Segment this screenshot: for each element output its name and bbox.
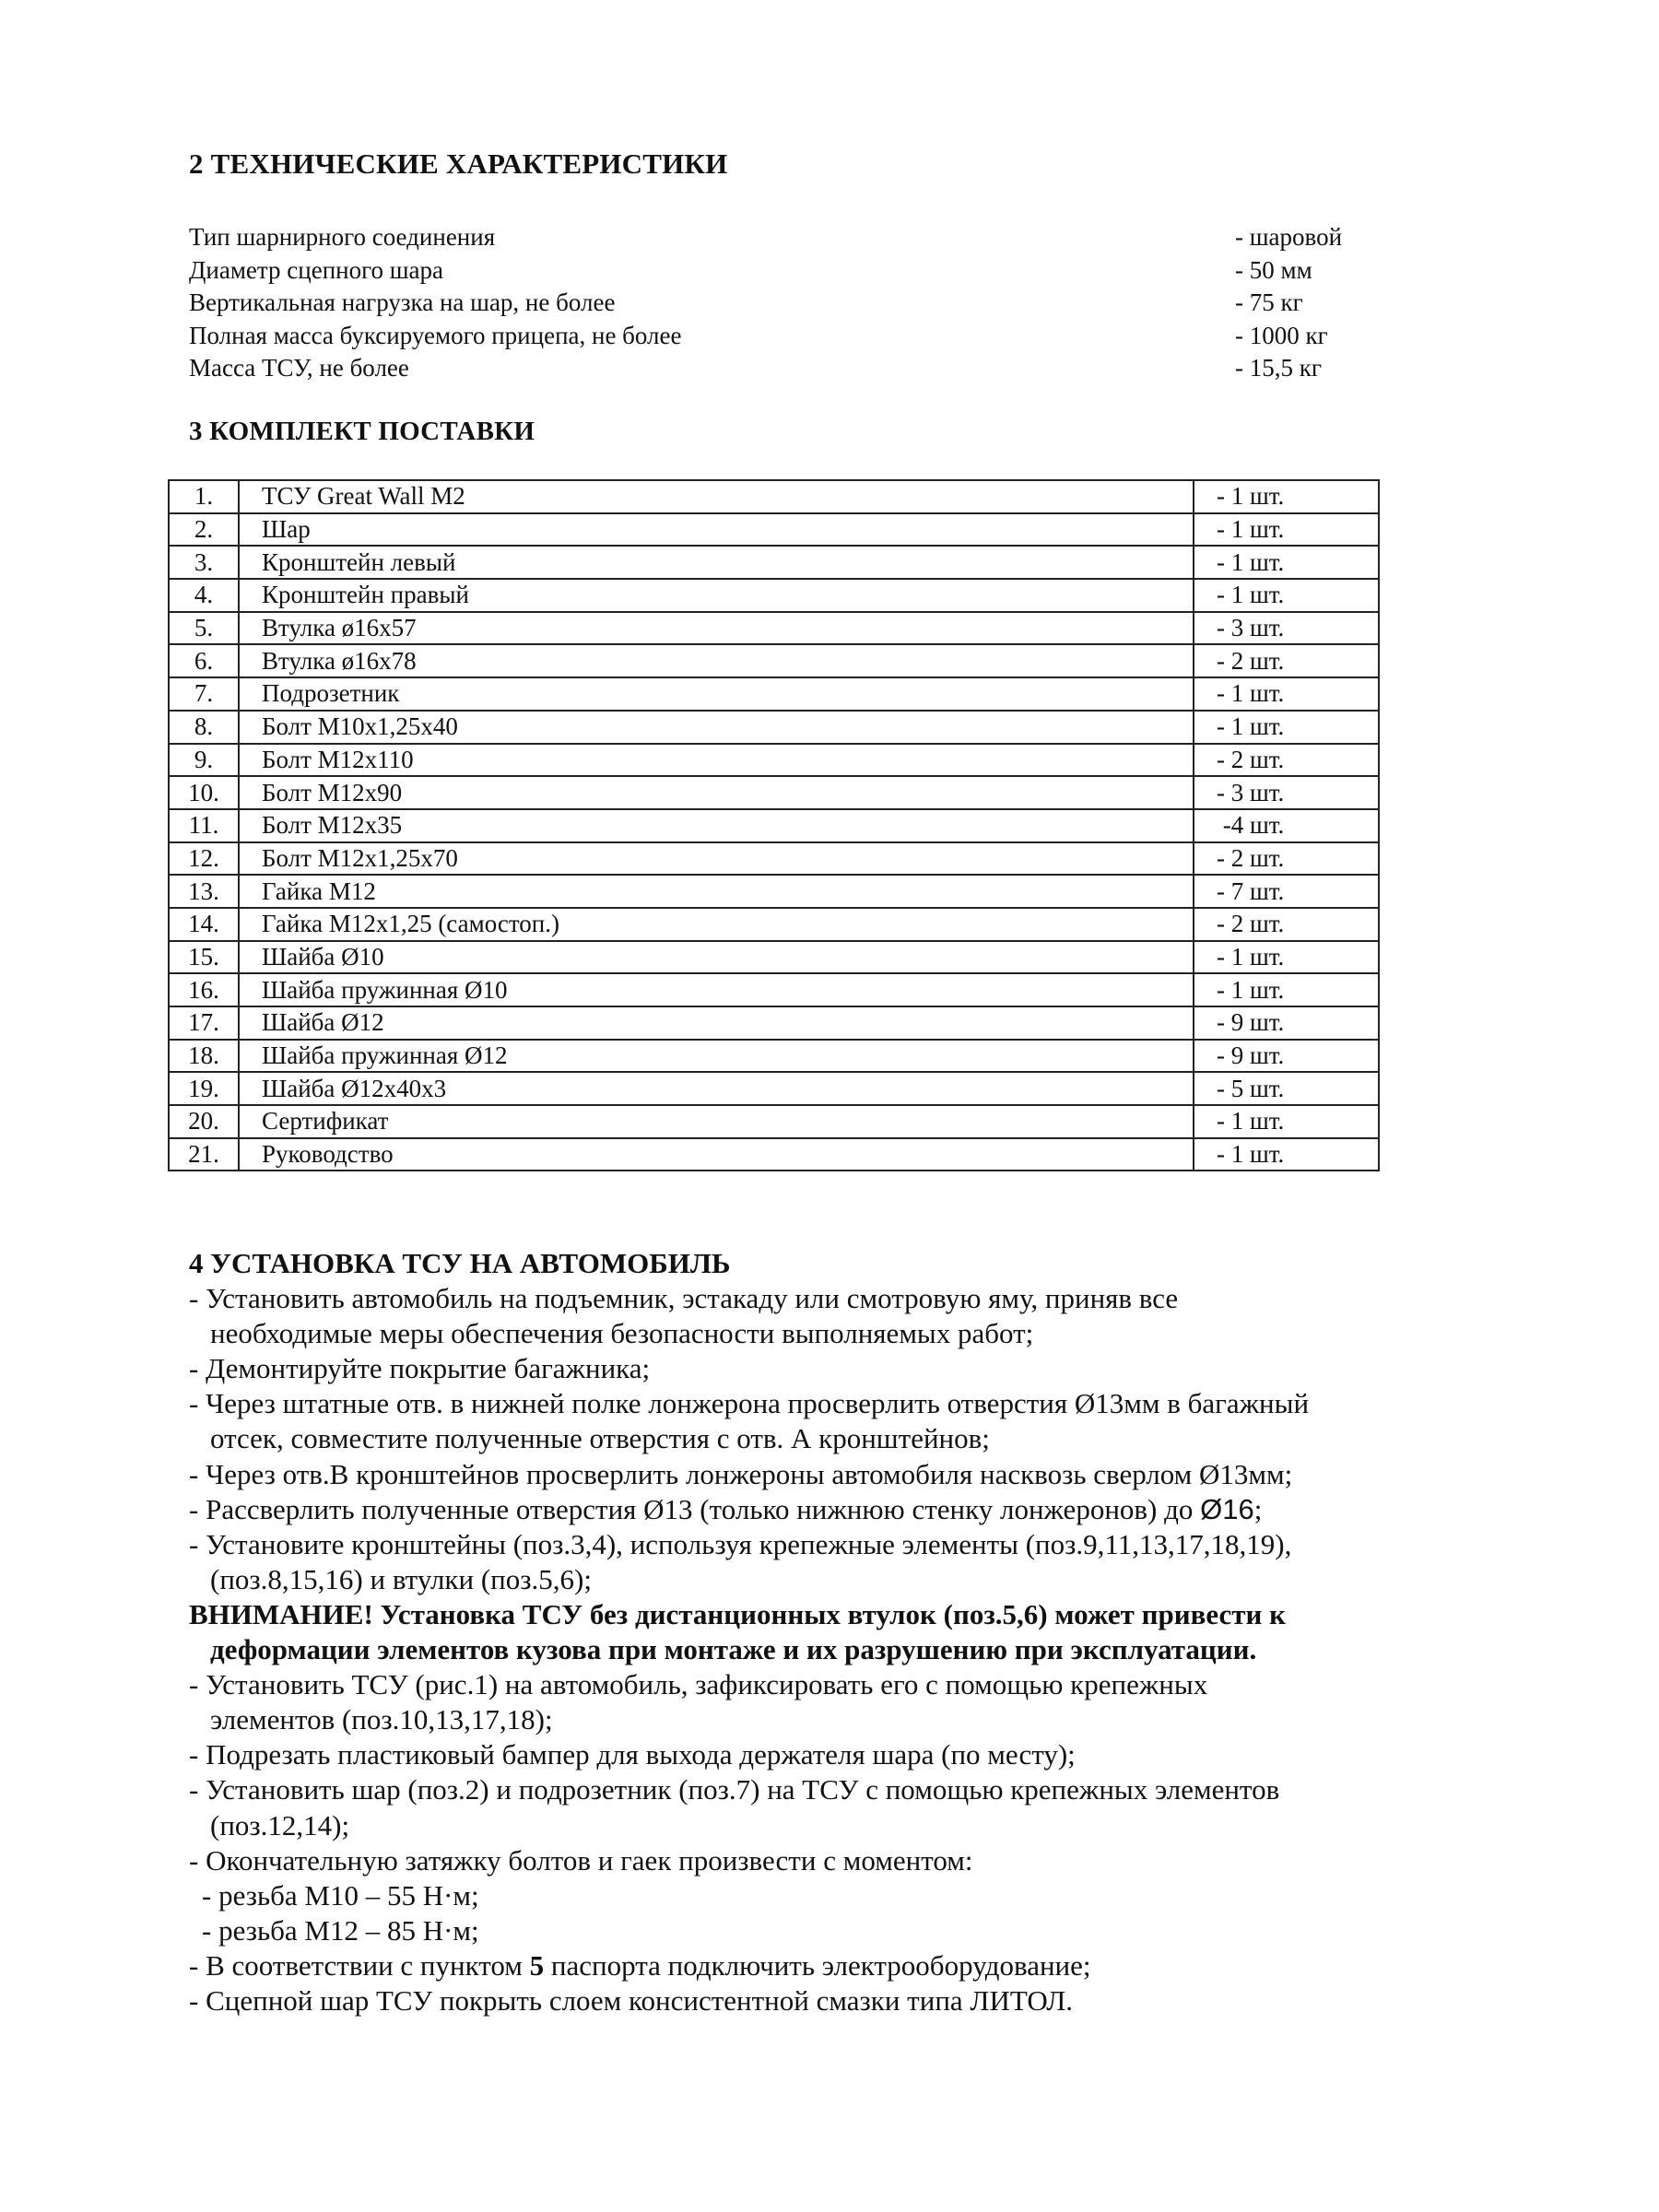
section-reference: 5: [529, 1948, 545, 1982]
table-row: [169, 612, 1379, 645]
item-quantity: - 1 шт.: [1194, 513, 1379, 547]
instruction-line: - Окончательную затяжку болтов и гаек произвести с моментом:: [189, 1843, 973, 1877]
instruction-text: паспорта подключить электрооборудование;: [544, 1948, 1091, 1982]
item-name: Шайба Ø12x40x3: [239, 1072, 1194, 1105]
instruction-text: ;: [1253, 1492, 1263, 1525]
item-name: Болт М12x90: [239, 776, 1194, 809]
instruction-line: отсек, совместите полученные отверстия с отв. А кронштейнов;: [210, 1422, 990, 1455]
spec-row: [189, 352, 1387, 385]
item-name: Подрозетник: [239, 677, 1194, 711]
item-quantity: - 2 шт.: [1194, 644, 1379, 677]
item-number: 7.: [169, 677, 239, 711]
item-number: 17.: [169, 1006, 239, 1040]
item-name: Болт М12x110: [239, 744, 1194, 777]
table-row: [169, 480, 1379, 513]
table-row: [169, 842, 1379, 876]
item-name: Кронштейн левый: [239, 546, 1194, 579]
item-name: Шайба пружинная Ø10: [239, 973, 1194, 1006]
delivery-kit-table: [168, 479, 1380, 1171]
item-quantity: - 3 шт.: [1194, 776, 1379, 809]
spec-row: [189, 221, 1387, 254]
instruction-line: - Установить шар (поз.2) и подрозетник (поз.7) на ТСУ с помощью крепежных элементов: [189, 1773, 1280, 1806]
item-number: 12.: [169, 842, 239, 876]
diameter-value: Ø16: [1200, 1492, 1254, 1525]
spec-row: [189, 254, 1387, 288]
item-number: 8.: [169, 711, 239, 744]
instruction-line: - Установить ТСУ (рис.1) на автомобиль, зафиксировать его с помощью крепежных: [189, 1668, 1208, 1701]
section-2-title: 2 ТЕХНИЧЕСКИЕ ХАРАКТЕРИСТИКИ: [189, 147, 728, 180]
table-row: [169, 973, 1379, 1006]
section-3-title: 3 КОМПЛЕКТ ПОСТАВКИ: [189, 417, 535, 446]
item-name: Гайка М12: [239, 875, 1194, 908]
table-row: [169, 908, 1379, 941]
warning-line: деформации элементов кузова при монтаже и их разрушению при эксплуатации.: [210, 1633, 1257, 1666]
item-quantity: - 2 шт.: [1194, 744, 1379, 777]
spec-value: - 75 кг: [1235, 288, 1303, 316]
item-number: 2.: [169, 513, 239, 547]
instruction-line: [189, 1492, 1309, 1527]
installation-section: [189, 1246, 1309, 2018]
instruction-line: - Подрезать пластиковый бампер для выхода держателя шара (по месту);: [189, 1738, 1076, 1771]
torque-line: - резьба М10 – 55 Н·м;: [202, 1878, 479, 1912]
instruction-line: - Установите кронштейны (поз.3,4), используя крепежные элементы (поз.9,11,13,17,18,19),: [189, 1527, 1292, 1560]
spec-label: Масса ТСУ, не более: [189, 354, 409, 382]
spec-value: - 1000 кг: [1235, 321, 1328, 349]
spec-label: Диаметр сцепного шара: [189, 255, 444, 284]
table-row: [169, 546, 1379, 579]
torque-line: - резьба М12 – 85 Н·м;: [202, 1913, 479, 1947]
item-name: Сертификат: [239, 1105, 1194, 1138]
item-number: 4.: [169, 579, 239, 612]
item-number: 14.: [169, 908, 239, 941]
spec-value: - 50 мм: [1235, 255, 1312, 284]
item-name: Шайба пружинная Ø12: [239, 1040, 1194, 1073]
spec-label: Тип шарнирного соединения: [189, 223, 496, 251]
table-row: [169, 1006, 1379, 1040]
item-name: Болт М12x35: [239, 809, 1194, 842]
spec-row: [189, 287, 1387, 320]
item-quantity: - 1 шт.: [1194, 546, 1379, 579]
table-row: [169, 941, 1379, 974]
table-row: [169, 711, 1379, 744]
item-name: Руководство: [239, 1138, 1194, 1171]
table-row: [169, 1105, 1379, 1138]
instruction-line: необходимые меры обеспечения безопасности выполняемых работ;: [210, 1317, 1034, 1350]
instruction-text: - Рассверлить полученные отверстия Ø13 (только нижнюю стенку лонжеронов) до: [189, 1492, 1201, 1525]
warning-line: ВНИМАНИЕ! Установка ТСУ без дистанционных втулок (поз.5,6) может привести к: [189, 1597, 1286, 1630]
item-name: Втулка ø16x78: [239, 644, 1194, 677]
item-number: 11.: [169, 809, 239, 842]
table-row: [169, 1138, 1379, 1171]
table-row: [169, 677, 1379, 711]
item-quantity: - 1 шт.: [1194, 677, 1379, 711]
item-number: 13.: [169, 875, 239, 908]
item-number: 6.: [169, 644, 239, 677]
table-row: [169, 1040, 1379, 1073]
table-row: [169, 776, 1379, 809]
item-number: 19.: [169, 1072, 239, 1105]
instruction-line: элементов (поз.10,13,17,18);: [210, 1703, 553, 1736]
item-name: Втулка ø16x57: [239, 612, 1194, 645]
table-row: [169, 875, 1379, 908]
spec-label: Полная масса буксируемого прицепа, не более: [189, 321, 682, 349]
item-number: 16.: [169, 973, 239, 1006]
table-row: [169, 513, 1379, 547]
item-number: 18.: [169, 1040, 239, 1073]
item-number: 10.: [169, 776, 239, 809]
instruction-line: - Сцепной шар ТСУ покрыть слоем консистентной смазки типа ЛИТОЛ.: [189, 1983, 1073, 2017]
spec-value: - 15,5 кг: [1235, 354, 1322, 382]
spec-row: [189, 320, 1387, 353]
item-name: ТСУ Great Wall M2: [239, 480, 1194, 513]
item-number: 5.: [169, 612, 239, 645]
instruction-line: - Демонтируйте покрытие багажника;: [189, 1352, 651, 1385]
table-row: [169, 644, 1379, 677]
instruction-line: [189, 1948, 1309, 1983]
item-name: Шар: [239, 513, 1194, 547]
item-name: Шайба Ø12: [239, 1006, 1194, 1040]
item-number: 3.: [169, 546, 239, 579]
table-row: [169, 579, 1379, 612]
table-row: [169, 1072, 1379, 1105]
item-quantity: - 9 шт.: [1194, 1006, 1379, 1040]
instruction-line: (поз.8,15,16) и втулки (поз.5,6);: [210, 1562, 592, 1595]
item-quantity: - 3 шт.: [1194, 612, 1379, 645]
item-number: 9.: [169, 744, 239, 777]
item-name: Кронштейн правый: [239, 579, 1194, 612]
table-row: [169, 744, 1379, 777]
item-quantity: -4 шт.: [1194, 809, 1379, 842]
spec-value: - шаровой: [1235, 223, 1343, 251]
item-name: Болт М12x1,25x70: [239, 842, 1194, 876]
item-quantity: - 1 шт.: [1194, 1105, 1379, 1138]
instruction-line: (поз.12,14);: [210, 1808, 350, 1841]
instruction-line: - Через штатные отв. в нижней полке лонжерона просверлить отверстия Ø13мм в багажный: [189, 1387, 1310, 1420]
item-quantity: - 1 шт.: [1194, 480, 1379, 513]
item-quantity: - 1 шт.: [1194, 711, 1379, 744]
item-number: 15.: [169, 941, 239, 974]
item-quantity: - 7 шт.: [1194, 875, 1379, 908]
table-row: [169, 809, 1379, 842]
instruction-text: - В соответствии с пунктом: [189, 1948, 530, 1982]
spec-label: Вертикальная нагрузка на шар, не более: [189, 288, 616, 316]
item-number: 20.: [169, 1105, 239, 1138]
item-name: Болт М10x1,25x40: [239, 711, 1194, 744]
item-quantity: - 1 шт.: [1194, 579, 1379, 612]
item-quantity: - 9 шт.: [1194, 1040, 1379, 1073]
item-number: 21.: [169, 1138, 239, 1171]
item-name: Шайба Ø10: [239, 941, 1194, 974]
item-quantity: - 1 шт.: [1194, 941, 1379, 974]
item-quantity: - 2 шт.: [1194, 842, 1379, 876]
instruction-line: - Через отв.В кронштейнов просверлить лонжероны автомобиля насквозь сверлом Ø13мм;: [189, 1457, 1293, 1490]
item-quantity: - 1 шт.: [1194, 973, 1379, 1006]
section-4-title: 4 УСТАНОВКА ТСУ НА АВТОМОБИЛЬ: [189, 1247, 731, 1279]
item-quantity: - 1 шт.: [1194, 1138, 1379, 1171]
item-quantity: - 5 шт.: [1194, 1072, 1379, 1105]
instruction-line: - Установить автомобиль на подъемник, эстакаду или смотровую яму, приняв все: [189, 1282, 1179, 1315]
item-quantity: - 2 шт.: [1194, 908, 1379, 941]
item-number: 1.: [169, 480, 239, 513]
item-name: Гайка М12x1,25 (самостоп.): [239, 908, 1194, 941]
